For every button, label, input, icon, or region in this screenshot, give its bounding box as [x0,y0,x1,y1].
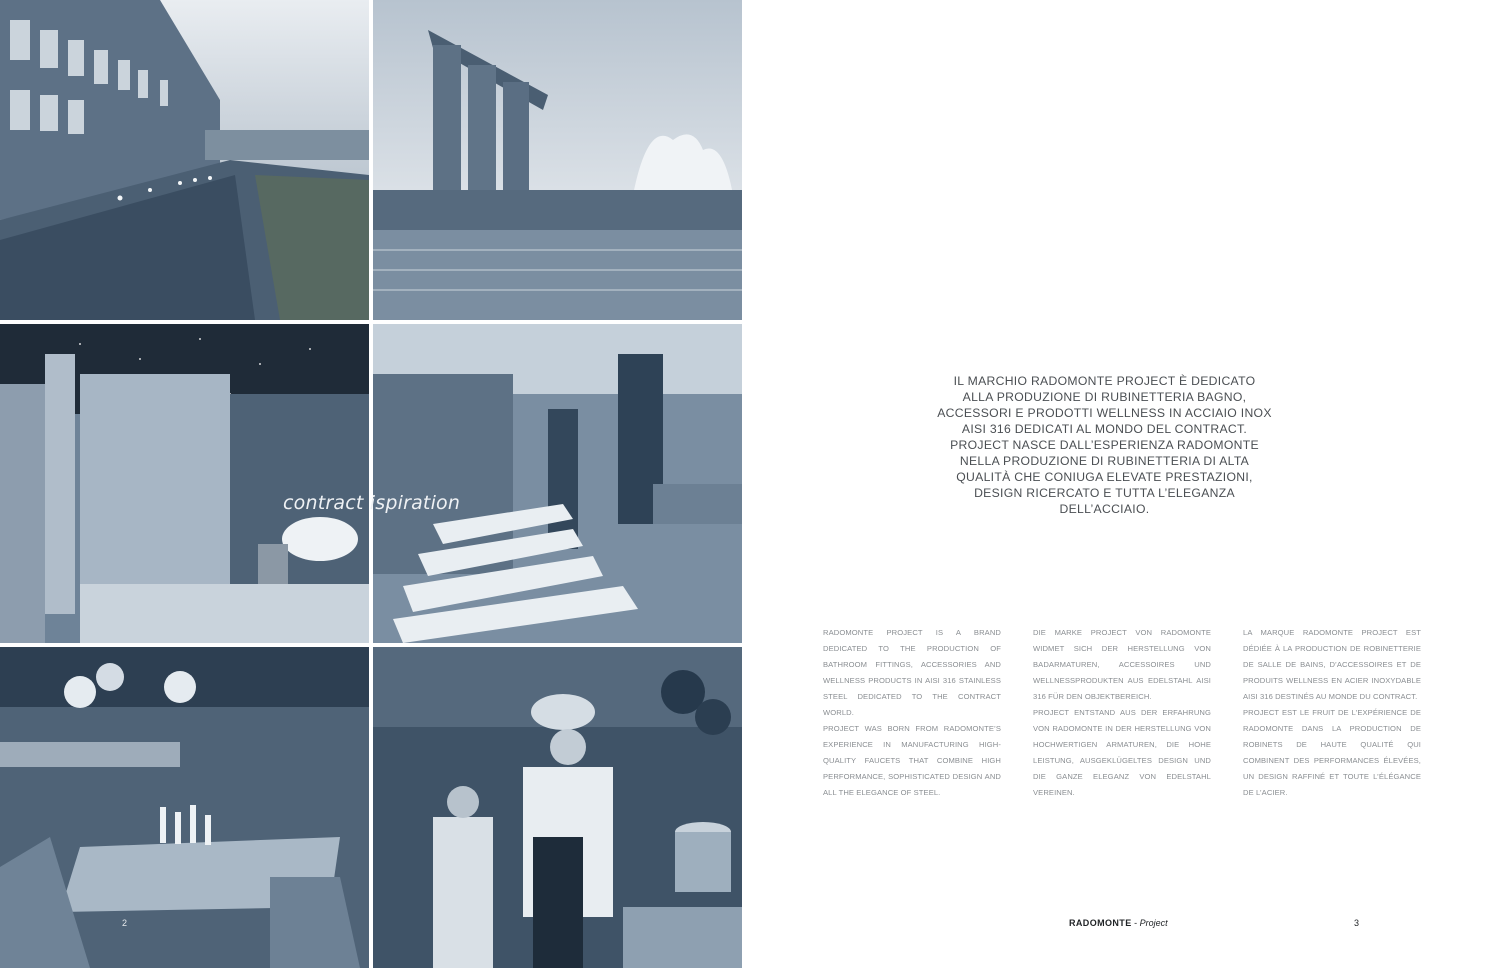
intro-line: QUALITÀ CHE CONIUGA ELEVATE PRESTAZIONI, [956,470,1253,484]
intro-line: DESIGN RICERCATO E TUTTA L’ELEGANZA [974,486,1235,500]
hotel-terrace-pool-photo [0,0,369,320]
spa-shower-bathroom-photo [0,324,369,643]
intro-line: AISI 316 DEDICATI AL MONDO DEL CONTRACT. [961,422,1248,436]
german-text-column [1033,625,1211,801]
intro-line: ALLA PRODUZIONE DI RUBINETTERIA BAGNO, [962,390,1247,404]
german-paragraph-1: DIE MARKE PROJECT VON RADOMONTE WIDMET SICH DER HERSTELLUNG VON BADARMATUREN, ACCESSOIRES UND WELLNESSPRODUKTEN AUS EDELSTAHL AISI 316 FÜR DEN OBJEKTBEREICH. [1033,628,1211,701]
french-paragraph-2: PROJECT EST LE FRUIT DE L’EXPÉRIENCE DE RADOMONTE DANS LA PRODUCTION DE ROBINETS DE HAUTE QUALITÉ QUI COMBINENT DES PERFORMANCES ÉLEVÉES, UN DESIGN RAFFINÉ ET TOUTE L’ÉLÉGANCE DE L’ACIER. [1243,708,1421,797]
restaurant-dining-photo [0,647,369,968]
brand-separator: - [1131,918,1140,928]
contract-inspiration-caption: contract ispiration [283,492,461,514]
intro-line: NELLA PRODUZIONE DI RUBINETTERIA DI ALTA [959,454,1250,468]
page-number-left: 2 [122,918,128,928]
english-paragraph-1: RADOMONTE PROJECT IS A BRAND DEDICATED TO THE PRODUCTION OF BATHROOM FITTINGS, ACCESSORIES AND WELLNESS PRODUCTS IN AISI 316 STAINLESS STEEL DEDICATED TO THE CONTRACT WORLD. [823,628,1001,717]
french-paragraph-1: LA MARQUE RADOMONTE PROJECT EST DÉDIÉE À LA PRODUCTION DE ROBINETTERIE DE SALLE DE BAINS, D’ACCESSOIRES ET DE PRODUITS WELLNESS EN ACIER INOXYDABLE AISI 316 DESTINÉS AU MONDE DU CONTRACT. [1243,628,1421,701]
intro-line: ACCESSORI E PRODOTTI WELLNESS IN ACCIAIO INOX [937,406,1272,420]
indoor-pool-loungers-photo [373,324,742,643]
german-paragraph-2: PROJECT ENTSTAND AUS DER ERFAHRUNG VON RADOMONTE IN DER HERSTELLUNG VON HOCHWERTIGEN ARMATUREN, DIE HOHE LEISTUNG, AUSGEKLÜGELTES DESIGN UND DIE GANZE ELEGANZ VON EDELSTAHL VEREINEN. [1033,708,1211,797]
intro-line: IL MARCHIO RADOMONTE PROJECT È DEDICATO [953,374,1256,388]
english-text-column [823,625,1001,801]
left-page [0,0,742,968]
page-number-right: 3 [1354,918,1360,928]
french-text-column [1243,625,1421,801]
intro-line: PROJECT NASCE DALL’ESPERIENZA RADOMONTE [950,438,1259,452]
intro-paragraph-italian [922,373,1287,517]
chefs-kitchen-photo [373,647,742,968]
english-paragraph-2: PROJECT WAS BORN FROM RADOMONTE’S EXPERIENCE IN MANUFACTURING HIGH-QUALITY FAUCETS THAT COMBINE HIGH PERFORMANCE, SOPHISTICATED DESIGN AND ALL THE ELEGANCE OF STEEL. [823,724,1001,797]
intro-line: DELL’ACCIAIO. [1059,502,1150,516]
marina-bay-skyline-photo [373,0,742,320]
right-page [742,0,1485,968]
brand-name: RADOMONTE [1069,918,1132,928]
brand-product: Project [1139,918,1168,928]
footer-brand [1069,918,1168,928]
